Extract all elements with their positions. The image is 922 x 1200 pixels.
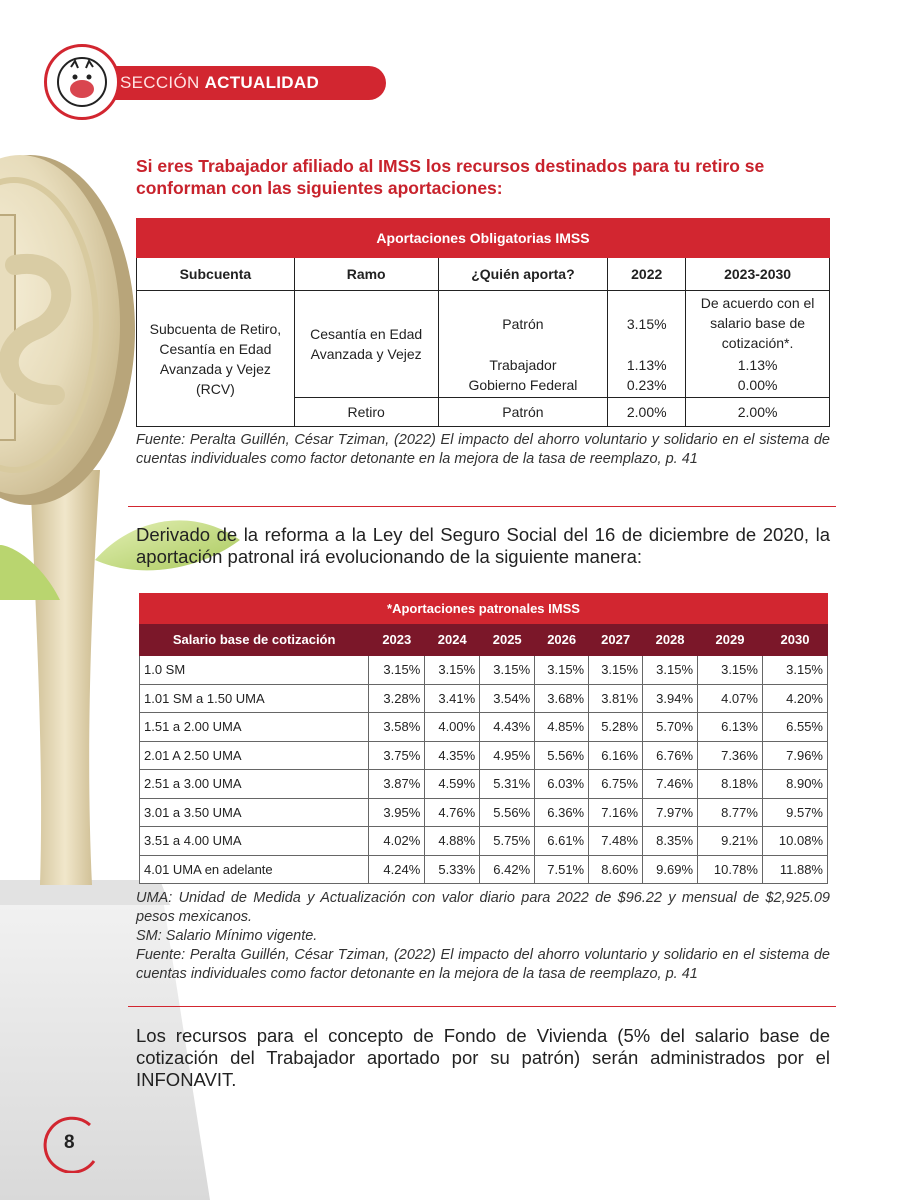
table2-cell: 3.15% [480, 656, 535, 685]
table2-row-label: 4.01 UMA en adelante [140, 855, 369, 884]
table1-retiro-2023: 2.00% [686, 398, 830, 427]
table2-cell: 3.75% [369, 741, 425, 770]
table2-cell: 8.60% [589, 855, 643, 884]
table1-2023-cell [686, 291, 830, 398]
table2-row-label: 1.01 SM a 1.50 UMA [140, 684, 369, 713]
table2-cell: 10.78% [698, 855, 763, 884]
table2-source-note: Fuente: Peralta Guillén, César Tziman, (2022) El impacto del ahorro voluntario y solidario en el sistema de cuentas individuales como factor detonante en la mejora de la tasa de reemplazo, p. 41 [136, 947, 830, 982]
table2-header-8: 2030 [762, 624, 827, 656]
table2-row-label: 2.51 a 3.00 UMA [140, 770, 369, 799]
table2-cell: 6.75% [589, 770, 643, 799]
table2-cell: 4.95% [480, 741, 535, 770]
employer-contributions-table [139, 593, 828, 884]
table2-cell: 6.16% [589, 741, 643, 770]
piggy-bank-logo [44, 44, 120, 120]
infonavit-paragraph: Los recursos para el concepto de Fondo de Vivienda (5% del salario base de cotización del Trabajador aportado por su patrón) serán administrados por el INFONAVIT. [136, 1025, 830, 1090]
uma-note: UMA: Unidad de Medida y Actualización con valor diario para 2022 de $96.22 y mensual de $2,925.09 pesos mexicanos. [136, 890, 830, 925]
table2-title: *Aportaciones patronales IMSS [140, 594, 828, 624]
table1-2022-cell [608, 291, 686, 398]
table2-cell: 6.13% [698, 713, 763, 742]
table2-cell: 5.56% [480, 798, 535, 827]
table2-header-6: 2028 [643, 624, 698, 656]
table2-cell: 3.94% [643, 684, 698, 713]
table2-cell: 3.81% [589, 684, 643, 713]
table2-cell: 7.46% [643, 770, 698, 799]
table2-cell: 9.69% [643, 855, 698, 884]
page-number-badge [42, 1113, 102, 1173]
table2-body [140, 656, 828, 884]
table2-cell: 9.57% [762, 798, 827, 827]
table2-cell: 11.88% [762, 855, 827, 884]
table2-cell: 3.28% [369, 684, 425, 713]
table2-cell: 3.54% [480, 684, 535, 713]
table2-cell: 6.03% [535, 770, 589, 799]
table1-2022-trabajador: 1.13% [626, 357, 667, 373]
table2-cell: 5.33% [425, 855, 480, 884]
section-header-title [120, 66, 319, 100]
table-row [140, 656, 828, 685]
table1-who-gobierno: Gobierno Federal [468, 377, 578, 393]
reform-paragraph: Derivado de la reforma a la Ley del Seguro Social del 16 de diciembre de 2020, la aportación patronal irá evolucionando de la siguiente manera: [136, 524, 830, 567]
piggy-bank-icon [47, 47, 117, 117]
table1-header-2023-2030: 2023-2030 [686, 258, 830, 291]
table2-cell: 4.85% [535, 713, 589, 742]
table1-source-note: Fuente: Peralta Guillén, César Tziman, (2022) El impacto del ahorro voluntario y solidario en el sistema de cuentas individuales como factor detonante en la mejora de la tasa de reemplazo, p. 41 [136, 432, 830, 467]
table2-cell: 9.21% [698, 827, 763, 856]
table2-cell: 4.43% [480, 713, 535, 742]
table-row [140, 741, 828, 770]
section-name: ACTUALIDAD [204, 73, 320, 92]
table-row [140, 713, 828, 742]
table-row [140, 855, 828, 884]
table1-2022-gobierno: 0.23% [626, 377, 667, 393]
section-divider-2 [128, 1006, 836, 1007]
table-row [140, 827, 828, 856]
table1-subcuenta-cell: Subcuenta de Retiro, Cesantía en Edad Avanzada y Vejez (RCV) [137, 291, 295, 427]
table-row [140, 798, 828, 827]
table2-header-1: 2023 [369, 624, 425, 656]
section-divider [128, 506, 836, 507]
table1-2023-patron: De acuerdo con el salario base de cotización*. [700, 295, 815, 351]
table2-cell: 3.58% [369, 713, 425, 742]
table2-cell: 3.15% [425, 656, 480, 685]
table1-ramo-cesantia: Cesantía en Edad Avanzada y Vejez [294, 291, 438, 398]
table1-2023-gobierno: 0.00% [737, 377, 778, 393]
table2-cell: 4.07% [698, 684, 763, 713]
table2-cell: 6.42% [480, 855, 535, 884]
section-header-badge [44, 44, 344, 124]
table2-cell: 7.96% [762, 741, 827, 770]
table2-cell: 8.18% [698, 770, 763, 799]
table2-row-label: 1.0 SM [140, 656, 369, 685]
table2-cell: 4.00% [425, 713, 480, 742]
table2-cell: 3.87% [369, 770, 425, 799]
table2-cell: 8.77% [698, 798, 763, 827]
table1-who-cell [438, 291, 608, 398]
table2-cell: 10.08% [762, 827, 827, 856]
table2-cell: 4.20% [762, 684, 827, 713]
table1-ramo-retiro: Retiro [294, 398, 438, 427]
table2-cell: 4.35% [425, 741, 480, 770]
table2-row-label: 3.51 a 4.00 UMA [140, 827, 369, 856]
page-number: 8 [64, 1132, 75, 1153]
table1-2022-patron: 3.15% [626, 316, 667, 332]
table2-cell: 5.31% [480, 770, 535, 799]
intro-heading: Si eres Trabajador afiliado al IMSS los recursos destinados para tu retiro se conforman con las siguientes aportaciones: [136, 156, 765, 198]
table2-cell: 3.68% [535, 684, 589, 713]
table1-title: Aportaciones Obligatorias IMSS [137, 219, 830, 258]
table2-cell: 5.56% [535, 741, 589, 770]
table2-cell: 4.24% [369, 855, 425, 884]
table2-row-label: 1.51 a 2.00 UMA [140, 713, 369, 742]
table2-cell: 3.15% [589, 656, 643, 685]
table-row [140, 770, 828, 799]
table2-header-7: 2029 [698, 624, 763, 656]
table2-row-label: 2.01 A 2.50 UMA [140, 741, 369, 770]
table2-cell: 7.51% [535, 855, 589, 884]
table2-cell: 6.55% [762, 713, 827, 742]
table2-cell: 3.95% [369, 798, 425, 827]
table2-cell: 6.36% [535, 798, 589, 827]
table2-cell: 5.75% [480, 827, 535, 856]
sm-note: SM: Salario Mínimo vigente. [136, 928, 318, 944]
table2-header-0: Salario base de cotización [140, 624, 369, 656]
table2-header-3: 2025 [480, 624, 535, 656]
table2-cell: 3.15% [762, 656, 827, 685]
table-row [140, 684, 828, 713]
table2-cell: 3.41% [425, 684, 480, 713]
table2-notes [136, 889, 830, 984]
table2-cell: 4.02% [369, 827, 425, 856]
table2-cell: 3.15% [535, 656, 589, 685]
table1-header-2022: 2022 [608, 258, 686, 291]
table2-cell: 5.28% [589, 713, 643, 742]
section-word: SECCIÓN [120, 73, 200, 92]
table2-cell: 3.15% [643, 656, 698, 685]
table1-retiro-who: Patrón [438, 398, 608, 427]
table2-cell: 3.15% [698, 656, 763, 685]
table1-header-subcuenta: Subcuenta [137, 258, 295, 291]
table2-cell: 4.59% [425, 770, 480, 799]
table2-cell: 4.88% [425, 827, 480, 856]
table2-header-5: 2027 [589, 624, 643, 656]
table2-cell: 6.61% [535, 827, 589, 856]
table2-cell: 5.70% [643, 713, 698, 742]
table1-who-trabajador: Trabajador [489, 357, 557, 373]
table1-retiro-2022: 2.00% [608, 398, 686, 427]
table2-cell: 7.97% [643, 798, 698, 827]
table2-header-2: 2024 [425, 624, 480, 656]
table1-who-patron: Patrón [502, 316, 544, 332]
mandatory-contributions-table [136, 218, 830, 427]
table2-cell: 7.16% [589, 798, 643, 827]
table2-cell: 6.76% [643, 741, 698, 770]
table2-cell: 7.36% [698, 741, 763, 770]
table2-header-row [140, 624, 828, 656]
table1-header-quien: ¿Quién aporta? [438, 258, 608, 291]
table2-row-label: 3.01 a 3.50 UMA [140, 798, 369, 827]
table2-cell: 8.35% [643, 827, 698, 856]
table1-2023-trabajador: 1.13% [737, 357, 778, 373]
table2-cell: 8.90% [762, 770, 827, 799]
table2-cell: 3.15% [369, 656, 425, 685]
table1-header-ramo: Ramo [294, 258, 438, 291]
table2-cell: 4.76% [425, 798, 480, 827]
table2-header-4: 2026 [535, 624, 589, 656]
table2-cell: 7.48% [589, 827, 643, 856]
